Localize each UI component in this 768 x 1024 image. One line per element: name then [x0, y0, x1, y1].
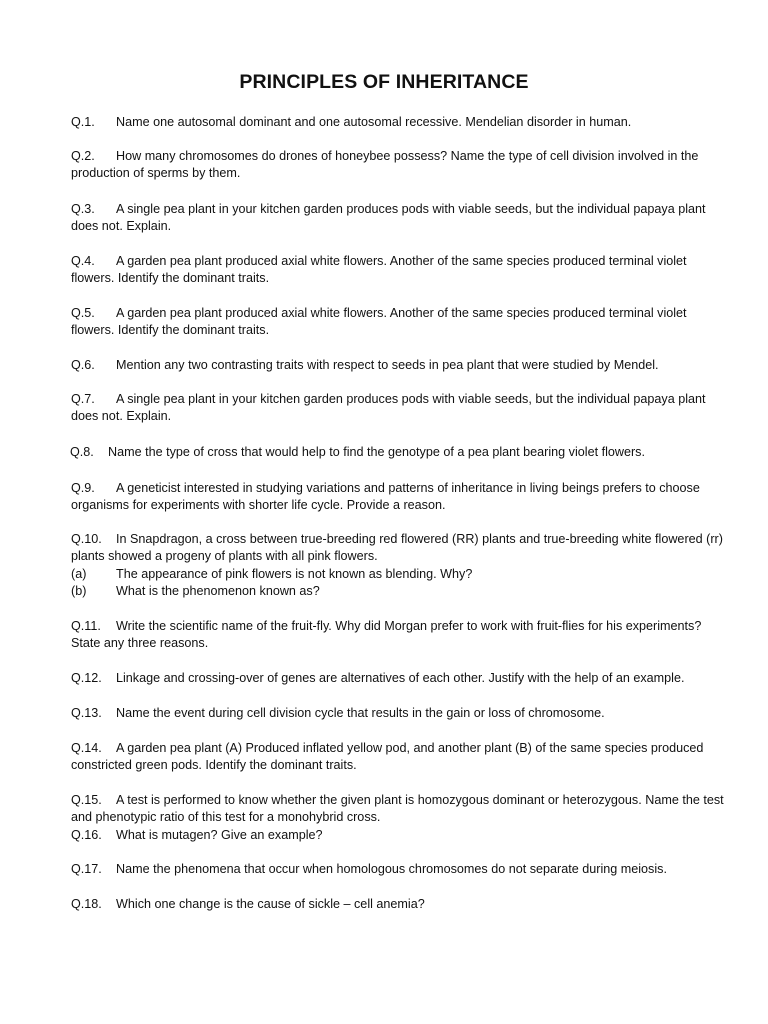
sub-question-number: (a) [71, 566, 87, 581]
question-number: Q.3. [71, 202, 95, 216]
question-number: Q.9. [71, 481, 95, 495]
question-number: Q.15. [71, 793, 102, 807]
sub-question-text: What is the phenomenon known as? [116, 584, 320, 599]
question-1 [71, 114, 726, 131]
question-14 [71, 740, 726, 775]
question-number: Q.11. [71, 619, 101, 633]
question-text: A garden pea plant produced axial white flowers. Another of the same species produced terminal violet flowers. Identify the dominant traits. [71, 254, 687, 286]
question-9 [71, 480, 726, 515]
sub-question-b [71, 583, 726, 600]
question-text: How many chromosomes do drones of honeybee possess? Name the type of cell division involved in the production of sperms by them. [71, 149, 699, 181]
question-2 [71, 148, 726, 183]
question-number: Q.13. [71, 706, 102, 720]
question-number: Q.4. [71, 254, 95, 268]
question-number: Q.7. [71, 392, 95, 406]
question-text: A single pea plant in your kitchen garden produces pods with viable seeds, but the individual papaya plant does not. Explain. [71, 202, 706, 234]
question-text: A single pea plant in your kitchen garden produces pods with viable seeds, but the individual papaya plant does not. Explain. [71, 392, 706, 424]
question-5 [71, 305, 726, 340]
question-4 [71, 253, 726, 288]
question-6 [71, 357, 726, 374]
question-number: Q.12. [71, 671, 102, 685]
question-text: Name the phenomena that occur when homologous chromosomes do not separate during meiosis. [116, 862, 667, 876]
sub-question-a [71, 566, 726, 583]
question-number: Q.1. [71, 115, 95, 129]
question-text: Name the type of cross that would help to find the genotype of a pea plant bearing violet flowers. [108, 445, 645, 459]
question-10 [71, 531, 726, 601]
question-number: Q.17. [71, 862, 102, 876]
question-13 [71, 705, 726, 722]
sub-question-number: (b) [71, 584, 87, 599]
question-16 [71, 827, 726, 844]
question-number: Q.8. [70, 445, 94, 459]
question-11 [71, 618, 726, 653]
question-12 [71, 670, 726, 687]
question-text: A test is performed to know whether the given plant is homozygous dominant or heterozygous. Name the test and phenotypic ratio of this test for a monohybrid cross. [71, 793, 724, 825]
question-15 [71, 792, 726, 827]
question-text: Mention any two contrasting traits with respect to seeds in pea plant that were studied by Mendel. [116, 358, 659, 372]
question-number: Q.18. [71, 897, 102, 911]
question-17 [71, 861, 726, 878]
question-7 [71, 391, 726, 426]
question-text: Which one change is the cause of sickle – cell anemia? [116, 897, 425, 911]
question-8 [70, 444, 726, 461]
question-body [71, 531, 726, 566]
question-number: Q.10. [71, 532, 102, 546]
question-text: A geneticist interested in studying variations and patterns of inheritance in living beings prefers to choose organisms for experiments with shorter life cycle. Provide a reason. [71, 481, 700, 513]
question-text: Linkage and crossing-over of genes are alternatives of each other. Justify with the help of an example. [116, 671, 685, 685]
question-text: Name one autosomal dominant and one autosomal recessive. Mendelian disorder in human. [116, 115, 632, 129]
question-text: In Snapdragon, a cross between true-breeding red flowered (RR) plants and true-breeding white flowered (rr) plants showed a progeny of plants with all pink flowers. [71, 532, 723, 564]
question-text: A garden pea plant produced axial white flowers. Another of the same species produced terminal violet flowers. Identify the dominant traits. [71, 306, 687, 338]
question-3 [71, 201, 726, 236]
question-number: Q.16. [71, 828, 102, 842]
sub-question-text: The appearance of pink flowers is not known as blending. Why? [116, 566, 473, 581]
question-18 [71, 896, 726, 913]
question-number: Q.6. [71, 358, 95, 372]
page-title: PRINCIPLES OF INHERITANCE [239, 71, 529, 93]
question-text: Write the scientific name of the fruit-fly. Why did Morgan prefer to work with fruit-flies for his experiments? State any three reasons. [71, 619, 702, 651]
question-number: Q.5. [71, 306, 95, 320]
question-number: Q.2. [71, 149, 95, 163]
question-number: Q.14. [71, 741, 102, 755]
question-text: What is mutagen? Give an example? [116, 828, 323, 842]
question-text: Name the event during cell division cycle that results in the gain or loss of chromosome. [116, 706, 605, 720]
question-text: A garden pea plant (A) Produced inflated yellow pod, and another plant (B) of the same species produced constricted green pods. Identify the dominant traits. [71, 741, 704, 773]
